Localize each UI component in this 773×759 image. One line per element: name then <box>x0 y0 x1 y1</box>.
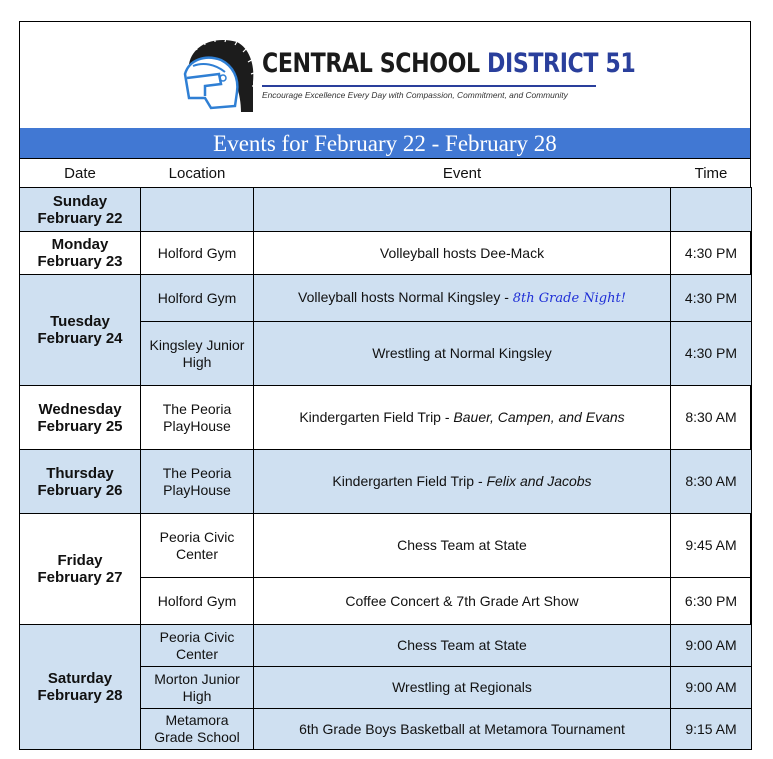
day-name: Saturday <box>47 670 113 687</box>
event-cell: Coffee Concert & 7th Grade Art Show <box>254 578 671 625</box>
time-cell: 6:30 PM <box>671 578 752 625</box>
location-cell: Holford Gym <box>141 232 254 275</box>
day-date: February 22 <box>37 209 123 227</box>
location-cell: Peoria Civic Center <box>141 514 254 578</box>
location-cell: Morton Junior High <box>141 667 254 709</box>
table-row <box>20 232 752 275</box>
day-name: Tuesday <box>50 313 110 330</box>
day-date: February 25 <box>37 417 123 435</box>
event-cell: Chess Team at State <box>254 514 671 578</box>
date-cell <box>20 386 141 450</box>
event-cell <box>254 188 671 232</box>
table-row <box>20 625 752 667</box>
time-cell: 9:45 AM <box>671 514 752 578</box>
event-cell <box>254 386 671 450</box>
event-cell: Wrestling at Regionals <box>254 667 671 709</box>
event-cell <box>254 450 671 514</box>
event-note: Bauer, Campen, and Evans <box>453 409 625 425</box>
time-cell: 8:30 AM <box>671 450 752 514</box>
location-cell: Holford Gym <box>141 275 254 322</box>
column-header-time: Time <box>671 159 752 188</box>
time-cell: 8:30 AM <box>671 386 752 450</box>
brand-divider <box>262 85 596 87</box>
location-cell: Holford Gym <box>141 578 254 625</box>
event-title: Kindergarten Field Trip - <box>299 409 454 425</box>
day-name: Friday <box>57 552 103 569</box>
date-cell <box>20 514 141 625</box>
event-cell: Wrestling at Normal Kingsley <box>254 322 671 386</box>
date-cell <box>20 625 141 750</box>
day-date: February 27 <box>37 569 123 586</box>
events-flyer <box>19 21 751 750</box>
column-header-event: Event <box>254 159 671 188</box>
location-cell: The Peoria PlayHouse <box>141 386 254 450</box>
district-name-blue: DISTRICT 51 <box>487 48 636 79</box>
time-cell: 9:00 AM <box>671 667 752 709</box>
date-cell <box>20 450 141 514</box>
column-header-date: Date <box>20 159 141 188</box>
time-cell: 4:30 PM <box>671 322 752 386</box>
event-note: Felix and Jacobs <box>486 473 592 489</box>
spartan-helmet-icon <box>175 34 257 114</box>
district-name <box>262 48 635 79</box>
date-cell <box>20 232 141 275</box>
time-cell: 4:30 PM <box>671 275 752 322</box>
column-header-location: Location <box>141 159 254 188</box>
event-highlight-note: 8th Grade Night! <box>512 291 626 306</box>
day-date: February 28 <box>37 687 123 704</box>
date-cell <box>20 275 141 386</box>
event-cell: 6th Grade Boys Basketball at Metamora Tournament <box>254 709 671 750</box>
date-cell <box>20 188 141 232</box>
events-table <box>19 159 752 750</box>
time-cell: 4:30 PM <box>671 232 752 275</box>
district-tagline: Encourage Excellence Every Day with Compassion, Commitment, and Community <box>262 90 568 100</box>
district-name-dark: CENTRAL SCHOOL <box>262 48 480 79</box>
table-header-row <box>20 159 752 188</box>
time-cell: 9:00 AM <box>671 625 752 667</box>
events-banner-title: Events for February 22 - February 28 <box>20 128 750 159</box>
event-title: Volleyball hosts Normal Kingsley - <box>298 289 513 305</box>
table-row <box>20 275 752 322</box>
event-title: Kindergarten Field Trip - <box>332 473 487 489</box>
location-cell: Metamora Grade School <box>141 709 254 750</box>
day-name: Monday <box>51 236 109 253</box>
table-row <box>20 386 752 450</box>
event-cell <box>254 275 671 322</box>
table-row <box>20 450 752 514</box>
location-cell: Peoria Civic Center <box>141 625 254 667</box>
day-date: February 23 <box>37 253 123 270</box>
location-cell: Kingsley Junior High <box>141 322 254 386</box>
event-cell: Volleyball hosts Dee-Mack <box>254 232 671 275</box>
day-date: February 24 <box>37 330 123 347</box>
location-cell: The Peoria PlayHouse <box>141 450 254 514</box>
day-date: February 26 <box>37 481 123 499</box>
table-row <box>20 188 752 232</box>
table-row <box>20 514 752 578</box>
location-cell <box>141 188 254 232</box>
day-name: Thursday <box>46 464 114 482</box>
day-name: Wednesday <box>38 400 122 418</box>
time-cell: 9:15 AM <box>671 709 752 750</box>
day-name: Sunday <box>52 192 108 210</box>
district-header <box>20 22 750 129</box>
event-cell: Chess Team at State <box>254 625 671 667</box>
time-cell <box>671 188 752 232</box>
